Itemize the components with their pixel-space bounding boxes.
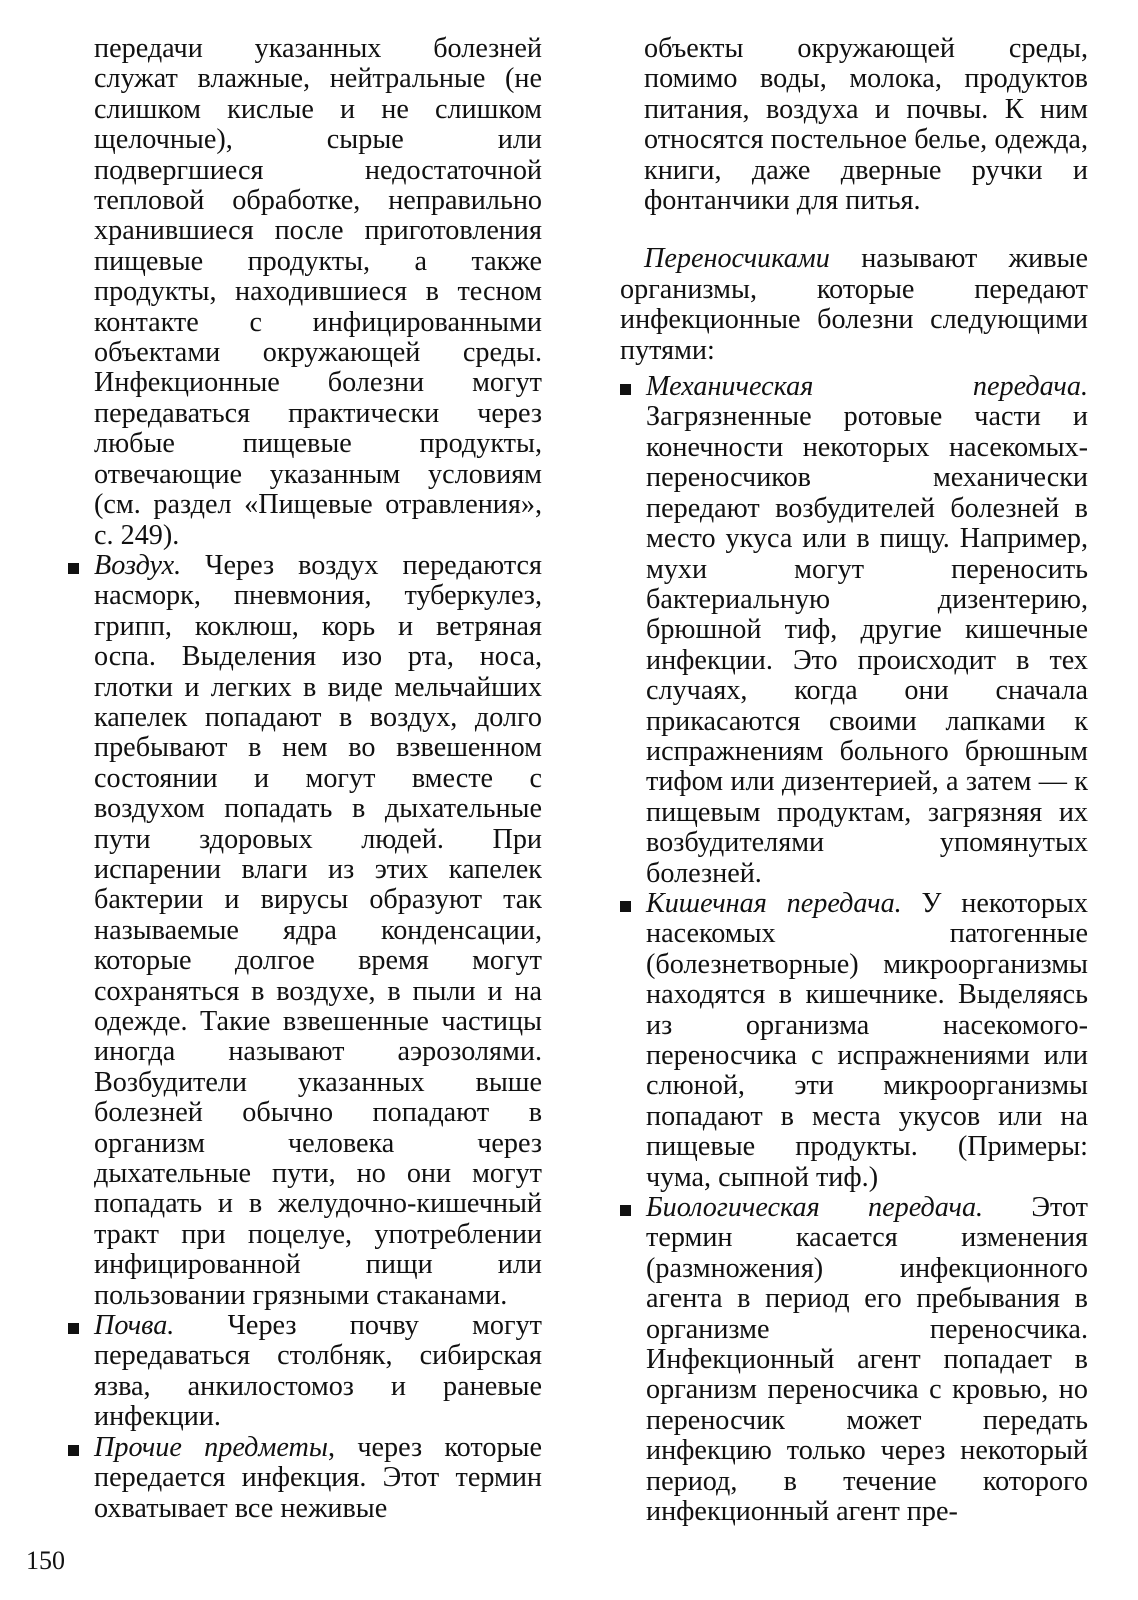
bullet-intestinal-transmission [646, 889, 1088, 1193]
bullet-text: Через воздух передаются насморк, пневмония, туберкулез, грипп, коклюш, корь и ветряная оспа. Выделения изо рта, носа, глотки и легких в виде мельчайших капелек попадают в воздух, долго пребывают в нем во взвешенном состоянии и могут вместе с воздухом попадать в дыхательные пути здоровых людей. При испарении влаги из этих капелек бактерии и вирусы образуют так называемые ядра конденсации, которые долгое время могут сохраняться в воздухе, в пыли и на одежде. Такие взвешенные частицы иногда называют аэрозолями. Возбудители указанных выше болезней обычно попадают в организм человека через дыхательные пути, но они могут попадать и в желудочно-кишечный тракт при поцелуе, употреблении инфицированной пищи или пользовании грязными стаканами. [94, 549, 542, 1311]
bullet-text: У некоторых насекомых патогенные (болезнетворные) микроорганизмы находятся в кишечнике. Выделяясь из организма насекомого-переносчика с испражнениями или слюной, эти микроорганизмы попадают в места укусов или на пищевые продукты. (Примеры: чума, сыпной тиф.) [646, 887, 1088, 1193]
bullet-biological-transmission [646, 1193, 1088, 1527]
bullet-term: Механическая передача. [646, 371, 1088, 403]
bullet-text: Через почву могут передаваться столбняк, сибирская язва, анкилостомоз и раневые инфекции. [94, 1310, 542, 1433]
bullet-text: , через которые передается инфекция. Этот термин охватывает все неживые [94, 1431, 542, 1524]
right-column [620, 34, 1088, 1528]
bullet-square-icon [68, 1445, 79, 1456]
intro-term: Переносчиками [644, 243, 830, 275]
bullet-term: Прочие предметы [94, 1431, 328, 1463]
bullet-text: Этот термин касается изменения (размножения) инфекционного агента в период его пребывания в организме переносчика. Инфекционный агент попадает в организм переносчика с кровью, но переносчик может передать инфекцию только через некоторый период, в течение которого инфекционный агент пре- [646, 1192, 1088, 1528]
intro-text: называют живые организмы, которые передают инфекционные болезни следующими путями: [620, 243, 1088, 366]
bullet-square-icon [68, 1323, 79, 1334]
bullet-mechanical-transmission [646, 372, 1088, 889]
bullet-term: Почва. [94, 1310, 175, 1342]
vector-bullet-list [646, 372, 1088, 1527]
bullet-square-icon [620, 901, 631, 912]
paragraph-spacer [620, 216, 1088, 244]
bullet-soil [94, 1311, 542, 1433]
bullet-air [94, 551, 542, 1311]
bullet-term: Воздух. [94, 549, 182, 581]
vectors-intro-paragraph [620, 244, 1088, 366]
bullet-square-icon [68, 563, 79, 574]
continuation-paragraph: объекты окружающей среды, помимо воды, молока, продуктов питания, воздуха и почвы. К ним относятся постельное белье, одежда, книги, даже дверные ручки и фонтанчики для питья. [644, 33, 1088, 217]
left-column [94, 34, 542, 1524]
page-number: 150 [26, 1546, 65, 1575]
bullet-term: Биологическая передача. [646, 1192, 984, 1224]
continuation-paragraph: передачи указанных болезней служат влажные, нейтральные (не слишком кислые и не слишком щелочные), сырые или подвергшиеся недостаточной тепловой обработке, неправильно хранившиеся после приготовления пищевые продукты, а также продукты, находившиеся в тесном контакте с инфицированными объектами окружающей среды. Инфекционные болезни могут передаваться практически через любые пищевые продукты, отвечающие указанным условиям (см. раздел «Пищевые отравления», с. 249). [94, 33, 542, 551]
bullet-other-objects [94, 1433, 542, 1524]
bullet-square-icon [620, 1205, 631, 1216]
bullet-square-icon [620, 384, 631, 395]
bullet-text: Загрязненные ротовые части и конечности некоторых насекомых-переносчиков механически передают возбудителей болезней в место укуса или в пищу. Например, мухи могут переносить бактериальную дизентерию, брюшной тиф, другие кишечные инфекции. Это происходит в тех случаях, когда они сначала прикасаются своими лапками к испражнениям больного брюшным тифом или дизентерией, а затем — к пищевым продуктам, загрязняя их возбудителями упомянутых болезней. [646, 401, 1088, 889]
bullet-term: Кишечная передача. [646, 887, 902, 919]
